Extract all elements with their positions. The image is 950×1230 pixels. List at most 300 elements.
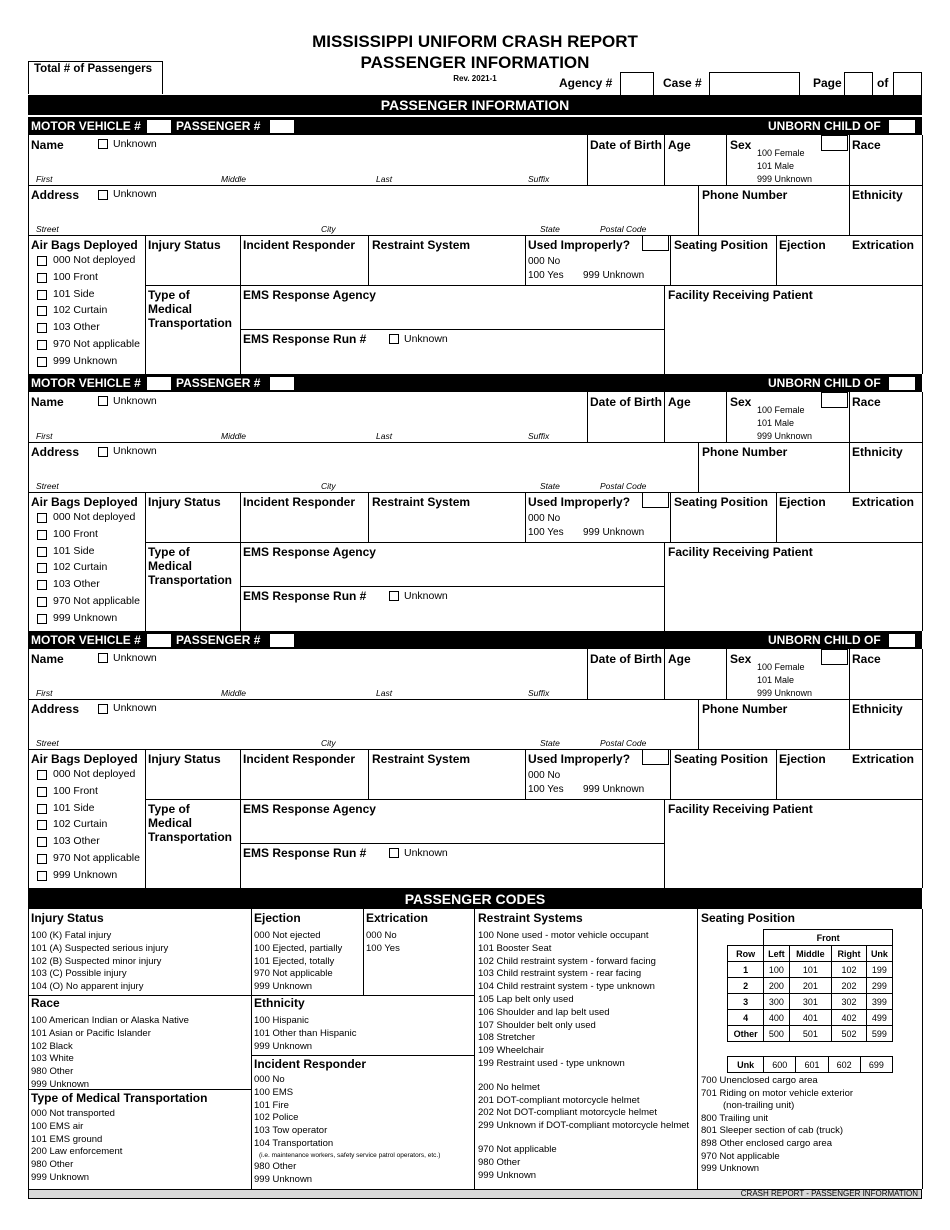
sex-option: 999 Unknown [757, 688, 813, 698]
passenger-info-banner: PASSENGER INFORMATION [28, 95, 922, 115]
postal-caption: Postal Code [600, 481, 647, 491]
airbag-checkbox[interactable] [37, 563, 47, 573]
code-item: 101 Ejected, totally [254, 955, 335, 967]
phone-input[interactable] [700, 202, 847, 234]
ejection-codes-title: Ejection [254, 911, 301, 925]
unborn-child-input[interactable] [888, 633, 916, 648]
airbag-checkbox[interactable] [37, 547, 47, 557]
code-item: 898 Other enclosed cargo area [701, 1137, 832, 1149]
airbag-option-label: 102 Curtain [53, 304, 108, 317]
restraint-system-label: Restraint System [372, 238, 471, 252]
code-item: 101 (A) Suspected serious injury [31, 942, 169, 954]
name-unknown-label: Unknown [113, 138, 157, 150]
total-passengers-field[interactable] [28, 61, 163, 94]
facility-label: Facility Receiving Patient [668, 802, 813, 816]
address-unknown-label: Unknown [113, 702, 157, 714]
code-item: 199 Restraint used - type unknown [478, 1057, 625, 1069]
restraint-system-label: Restraint System [372, 495, 471, 509]
name-unknown-label: Unknown [113, 395, 157, 407]
seat-cell: 3 [728, 994, 764, 1010]
code-item: 700 Unenclosed cargo area [701, 1075, 818, 1086]
transport-label: Medical [148, 816, 193, 830]
seat-cell: 102 [832, 962, 867, 978]
dob-label: Date of Birth [590, 652, 662, 666]
name-unknown-checkbox[interactable] [98, 139, 108, 149]
seating-codes-title: Seating Position [701, 911, 796, 925]
airbag-option-label: 999 Unknown [53, 611, 118, 624]
seat-cell: 399 [866, 994, 892, 1010]
transport-label: Medical [148, 302, 193, 316]
airbag-checkbox[interactable] [37, 340, 47, 350]
seat-cell: 100 [764, 962, 789, 978]
ems-run-input[interactable] [242, 347, 662, 373]
race-codes [31, 996, 189, 1092]
transport-input[interactable] [147, 330, 239, 373]
facility-label: Facility Receiving Patient [668, 545, 813, 559]
last-caption: Last [376, 688, 393, 698]
sex-input[interactable] [821, 649, 848, 665]
footer-text: CRASH REPORT - PASSENGER INFORMATION [740, 1189, 918, 1198]
ethnicity-label: Ethnicity [852, 702, 903, 716]
incident-responder-label: Incident Responder [243, 495, 356, 509]
seat-cell: 101 [789, 962, 832, 978]
transport-label: Transportation [148, 573, 233, 587]
race-label: Race [852, 138, 881, 152]
address-unknown-checkbox[interactable] [98, 704, 108, 714]
address-input[interactable] [30, 716, 696, 748]
age-input[interactable] [666, 408, 724, 441]
form-title: MISSISSIPPI UNIFORM CRASH REPORT [312, 32, 638, 51]
ethnicity-input[interactable] [851, 459, 921, 491]
revision: Rev. 2021-1 [453, 74, 497, 83]
code-item: 102 Police [254, 1112, 299, 1124]
code-item: 800 Trailing unit [701, 1112, 769, 1124]
incident-responder-input[interactable] [242, 252, 367, 284]
sex-input[interactable] [821, 392, 848, 408]
airbag-option-label: 103 Other [53, 835, 100, 848]
first-caption: First [36, 174, 53, 184]
code-item: 999 Unknown [478, 1169, 537, 1181]
code-item: 999 Unknown [254, 1173, 313, 1185]
city-caption: City [321, 224, 336, 234]
agency-input[interactable] [620, 72, 654, 95]
code-item: 980 Other [478, 1156, 521, 1168]
phone-input[interactable] [700, 459, 847, 491]
seat-unk-cell: 699 [860, 1057, 892, 1073]
incident-responder-input[interactable] [242, 766, 367, 798]
code-item: 999 Unknown [701, 1163, 760, 1175]
sex-option: 100 Female [757, 405, 805, 415]
airbag-checkbox[interactable] [37, 854, 47, 864]
ems-agency-label: EMS Response Agency [243, 545, 376, 559]
race-input[interactable] [851, 151, 921, 184]
passenger-number-input[interactable] [269, 376, 295, 391]
incident-responder-label: Incident Responder [243, 238, 356, 252]
airbag-checkbox[interactable] [37, 837, 47, 847]
age-label: Age [668, 138, 691, 152]
code-item: 100 Ejected, partially [254, 942, 343, 954]
street-caption: Street [36, 738, 59, 748]
seat-cell: 301 [789, 994, 832, 1010]
airbag-checkbox[interactable] [37, 787, 47, 797]
airbag-option-label: 101 Side [53, 287, 95, 300]
motor-vehicle-input[interactable] [146, 376, 172, 391]
improper-option: 000 No [528, 256, 561, 267]
airbag-checkbox[interactable] [37, 273, 47, 283]
airbag-checkbox[interactable] [37, 513, 47, 523]
name-input[interactable] [30, 408, 586, 441]
injury-status-input[interactable] [147, 509, 239, 541]
airbag-checkbox[interactable] [37, 323, 47, 333]
ejection-input[interactable] [778, 766, 848, 798]
seat-cell: 500 [764, 1026, 789, 1042]
transport-label: Type of [148, 288, 190, 302]
airbag-option-label: 102 Curtain [53, 818, 108, 831]
age-label: Age [668, 395, 691, 409]
code-item: 200 Law enforcement [31, 1146, 123, 1158]
airbag-option-label: 103 Other [53, 578, 100, 591]
age-input[interactable] [666, 151, 724, 184]
incident-responder-input[interactable] [242, 509, 367, 541]
code-item: 108 Stretcher [478, 1032, 536, 1044]
street-caption: Street [36, 481, 59, 491]
phone-input[interactable] [700, 716, 847, 748]
airbag-checkbox[interactable] [37, 357, 47, 367]
improper-option: 999 Unknown [583, 784, 645, 795]
airbag-checkbox[interactable] [37, 580, 47, 590]
passenger-codes-banner: PASSENGER CODES [28, 888, 922, 909]
postal-caption: Postal Code [600, 738, 647, 748]
state-caption: State [540, 481, 560, 491]
suffix-caption: Suffix [528, 688, 550, 698]
code-item: 100 (K) Fatal injury [31, 930, 112, 941]
extrication-input[interactable] [851, 766, 921, 798]
restraint-system-input[interactable] [370, 509, 524, 541]
improper-option: 100 Yes [528, 527, 564, 538]
address-label: Address [31, 188, 80, 202]
ems-agency-input[interactable] [242, 559, 662, 585]
incident-note: (i.e. maintenance workers, safety service patrol operators, etc.) [259, 1151, 441, 1159]
used-improperly-label: Used Improperly? [528, 238, 631, 252]
seat-cell: 402 [832, 1010, 867, 1026]
airbags-label: Air Bags Deployed [31, 495, 138, 509]
restraint-system-label: Restraint System [372, 752, 471, 766]
code-item: 980 Other [254, 1160, 297, 1172]
injury-codes-title: Injury Status [31, 911, 104, 925]
passenger-block [0, 631, 950, 888]
code-item: 109 Wheelchair [478, 1045, 545, 1057]
page-label: Page [813, 76, 842, 90]
race-input[interactable] [851, 408, 921, 441]
code-item: 201 DOT-compliant motorcycle helmet [478, 1094, 640, 1106]
ethnicity-input[interactable] [851, 202, 921, 234]
airbag-checkbox[interactable] [37, 770, 47, 780]
unborn-child-label: UNBORN CHILD OF [768, 119, 881, 133]
ems-run-label: EMS Response Run # [243, 846, 367, 860]
sex-option: 101 Male [757, 418, 795, 428]
address-input[interactable] [30, 459, 696, 491]
code-item: 970 Not applicable [478, 1143, 557, 1155]
passenger-number-label: PASSENGER # [176, 376, 261, 390]
suffix-caption: Suffix [528, 174, 550, 184]
ems-run-unknown-checkbox[interactable] [389, 334, 399, 344]
middle-caption: Middle [221, 688, 247, 698]
airbag-checkbox[interactable] [37, 290, 47, 300]
injury-status-label: Injury Status [148, 495, 221, 509]
agency-label: Agency # [559, 76, 613, 90]
code-item: 102 Child restraint system - forward facing [478, 955, 656, 967]
page-input[interactable] [844, 72, 873, 95]
code-item: 970 Not applicable [701, 1150, 780, 1162]
race-label: Race [852, 395, 881, 409]
code-item: 100 Yes [366, 942, 400, 954]
unborn-child-input[interactable] [888, 376, 916, 391]
airbag-checkbox[interactable] [37, 804, 47, 814]
seat-cell: 199 [866, 962, 892, 978]
transport-input[interactable] [147, 587, 239, 630]
injury-status-input[interactable] [147, 252, 239, 284]
name-label: Name [31, 652, 64, 666]
code-item: 100 Hispanic [254, 1015, 309, 1026]
sex-label: Sex [730, 395, 752, 409]
facility-input[interactable] [666, 816, 921, 886]
code-item: 701 Riding on motor vehicle exterior [701, 1087, 854, 1099]
state-caption: State [540, 224, 560, 234]
phone-label: Phone Number [702, 188, 788, 202]
code-item: 101 Other than Hispanic [254, 1027, 357, 1039]
address-unknown-checkbox[interactable] [98, 190, 108, 200]
code-item: 801 Sleeper section of cab (truck) [701, 1125, 844, 1137]
city-caption: City [321, 738, 336, 748]
seating-table [727, 929, 893, 1042]
ejection-input[interactable] [778, 509, 848, 541]
extrication-input[interactable] [851, 509, 921, 541]
postal-caption: Postal Code [600, 224, 647, 234]
code-item: 980 Other [31, 1159, 74, 1171]
seat-header: Middle [789, 946, 832, 962]
code-item: 100 EMS air [31, 1120, 84, 1132]
last-caption: Last [376, 174, 393, 184]
code-item: 101 Asian or Pacific Islander [31, 1027, 151, 1039]
airbags-label: Air Bags Deployed [31, 752, 138, 766]
transport-codes [31, 1091, 207, 1185]
address-unknown-checkbox[interactable] [98, 447, 108, 457]
code-item: 107 Shoulder belt only used [478, 1019, 596, 1031]
motor-vehicle-input[interactable] [146, 633, 172, 648]
ems-agency-input[interactable] [242, 816, 662, 842]
of-label: of [877, 76, 889, 90]
airbag-checkbox[interactable] [37, 256, 47, 266]
airbag-checkbox[interactable] [37, 820, 47, 830]
ejection-label: Ejection [779, 495, 826, 509]
code-item: 103 (C) Possible injury [31, 968, 127, 980]
transport-label: Medical [148, 559, 193, 573]
ems-run-input[interactable] [242, 604, 662, 630]
restraint-system-input[interactable] [370, 766, 524, 798]
transport-label: Type of [148, 545, 190, 559]
ems-agency-input[interactable] [242, 302, 662, 328]
seat-cell: 1 [728, 962, 764, 978]
airbag-checkbox[interactable] [37, 614, 47, 624]
seat-front-header: Front [764, 930, 893, 946]
facility-input[interactable] [666, 559, 921, 629]
ethnicity-codes-title: Ethnicity [254, 996, 305, 1010]
injury-status-input[interactable] [147, 766, 239, 798]
code-item: 104 Child restraint system - type unknown [478, 981, 655, 993]
airbag-option-label: 000 Not deployed [53, 254, 136, 266]
case-input[interactable] [709, 72, 800, 95]
age-input[interactable] [666, 665, 724, 698]
seat-unk-cell: 601 [796, 1057, 828, 1073]
used-improperly-label: Used Improperly? [528, 752, 631, 766]
airbag-checkbox[interactable] [37, 597, 47, 607]
code-item: 999 Unknown [254, 981, 313, 993]
seat-cell: 302 [832, 994, 867, 1010]
passenger-number-input[interactable] [269, 633, 295, 648]
sex-option: 999 Unknown [757, 431, 813, 441]
incident-codes-title: Incident Responder [254, 1057, 367, 1071]
facility-input[interactable] [666, 302, 921, 372]
ems-run-input[interactable] [242, 861, 662, 887]
improper-option: 999 Unknown [583, 270, 645, 281]
facility-label: Facility Receiving Patient [668, 288, 813, 302]
airbag-option-label: 970 Not applicable [53, 338, 140, 350]
race-codes-title: Race [31, 996, 60, 1010]
seat-cell: 501 [789, 1026, 832, 1042]
sex-option: 100 Female [757, 148, 805, 158]
code-item: 202 Not DOT-compliant motorcycle helmet [478, 1107, 657, 1119]
ethnicity-input[interactable] [851, 716, 921, 748]
race-label: Race [852, 652, 881, 666]
ejection-input[interactable] [778, 252, 848, 284]
improper-option: 100 Yes [528, 270, 564, 281]
transport-label: Transportation [148, 830, 233, 844]
code-item: 102 (B) Suspected minor injury [31, 955, 162, 967]
code-item: 101 Fire [254, 1099, 289, 1111]
dob-label: Date of Birth [590, 395, 662, 409]
airbag-option-label: 100 Front [53, 527, 98, 540]
sex-input[interactable] [821, 135, 848, 151]
passenger-block [0, 374, 950, 631]
improper-option: 000 No [528, 770, 561, 781]
incident-codes [254, 1057, 440, 1186]
name-label: Name [31, 395, 64, 409]
code-item: 200 No helmet [478, 1081, 540, 1093]
seat-cell: 2 [728, 978, 764, 994]
address-unknown-label: Unknown [113, 445, 157, 457]
name-input[interactable] [30, 151, 586, 184]
phone-label: Phone Number [702, 702, 788, 716]
code-item: 105 Lap belt only used [478, 993, 574, 1005]
seating-position-input[interactable] [672, 509, 775, 541]
used-improperly-input[interactable] [642, 235, 669, 251]
code-item: 999 Unknown [31, 1078, 90, 1090]
seat-header: Row [728, 946, 764, 962]
motor-vehicle-input[interactable] [146, 119, 172, 134]
seating-position-label: Seating Position [674, 238, 769, 252]
injury-codes [31, 911, 168, 994]
passenger-number-input[interactable] [269, 119, 295, 134]
race-input[interactable] [851, 665, 921, 698]
ems-agency-label: EMS Response Agency [243, 802, 376, 816]
ems-run-unknown-label: Unknown [404, 590, 448, 602]
seat-header: Right [832, 946, 867, 962]
extrication-label: Extrication [852, 495, 915, 509]
dob-input[interactable] [589, 665, 663, 698]
code-item: 104 (O) No apparent injury [31, 981, 144, 993]
airbags-label: Air Bags Deployed [31, 238, 138, 252]
code-item: 000 No [254, 1074, 285, 1085]
dob-input[interactable] [589, 151, 663, 184]
seating-position-input[interactable] [672, 252, 775, 284]
airbag-checkbox[interactable] [37, 306, 47, 316]
sex-option: 100 Female [757, 662, 805, 672]
seat-unk-cell: Unk [728, 1057, 764, 1073]
middle-caption: Middle [221, 431, 247, 441]
passenger-number-label: PASSENGER # [176, 119, 261, 133]
sex-label: Sex [730, 652, 752, 666]
unborn-child-input[interactable] [888, 119, 916, 134]
airbag-option-label: 100 Front [53, 270, 98, 283]
passenger-number-label: PASSENGER # [176, 633, 261, 647]
airbag-option-label: 000 Not deployed [53, 768, 136, 780]
ems-run-unknown-checkbox[interactable] [389, 591, 399, 601]
ems-run-label: EMS Response Run # [243, 589, 367, 603]
unborn-child-label: UNBORN CHILD OF [768, 376, 881, 390]
address-input[interactable] [30, 202, 696, 234]
ejection-label: Ejection [779, 238, 826, 252]
page-total-input[interactable] [893, 72, 922, 95]
address-unknown-label: Unknown [113, 188, 157, 200]
extrication-input[interactable] [851, 252, 921, 284]
passenger-block [0, 117, 950, 374]
code-item: 103 Child restraint system - rear facing [478, 968, 642, 980]
code-item: 102 Black [31, 1040, 73, 1052]
airbag-option-label: 101 Side [53, 544, 95, 557]
seat-cell: 300 [764, 994, 789, 1010]
transport-input[interactable] [147, 844, 239, 887]
injury-status-label: Injury Status [148, 752, 221, 766]
city-caption: City [321, 481, 336, 491]
ethnicity-label: Ethnicity [852, 445, 903, 459]
ems-run-unknown-checkbox[interactable] [389, 848, 399, 858]
airbag-option-label: 103 Other [53, 321, 100, 334]
state-caption: State [540, 738, 560, 748]
seat-cell: 499 [866, 1010, 892, 1026]
seat-cell: 299 [866, 978, 892, 994]
airbag-checkbox[interactable] [37, 530, 47, 540]
extrication-codes [366, 911, 428, 956]
improper-option: 999 Unknown [583, 527, 645, 538]
restraint-system-input[interactable] [370, 252, 524, 284]
airbag-option-label: 970 Not applicable [53, 852, 140, 864]
code-item: 106 Shoulder and lap belt used [478, 1006, 610, 1018]
used-improperly-input[interactable] [642, 492, 669, 508]
used-improperly-input[interactable] [642, 749, 669, 765]
ems-run-label: EMS Response Run # [243, 332, 367, 346]
name-unknown-checkbox[interactable] [98, 396, 108, 406]
code-item: 000 Not ejected [254, 930, 321, 941]
name-input[interactable] [30, 665, 586, 698]
airbag-option-label: 101 Side [53, 801, 95, 814]
seating-position-label: Seating Position [674, 495, 769, 509]
airbag-option-label: 970 Not applicable [53, 595, 140, 607]
seating-unk-table [727, 1056, 893, 1073]
name-unknown-checkbox[interactable] [98, 653, 108, 663]
seating-position-input[interactable] [672, 766, 775, 798]
airbag-checkbox[interactable] [37, 871, 47, 881]
dob-input[interactable] [589, 408, 663, 441]
